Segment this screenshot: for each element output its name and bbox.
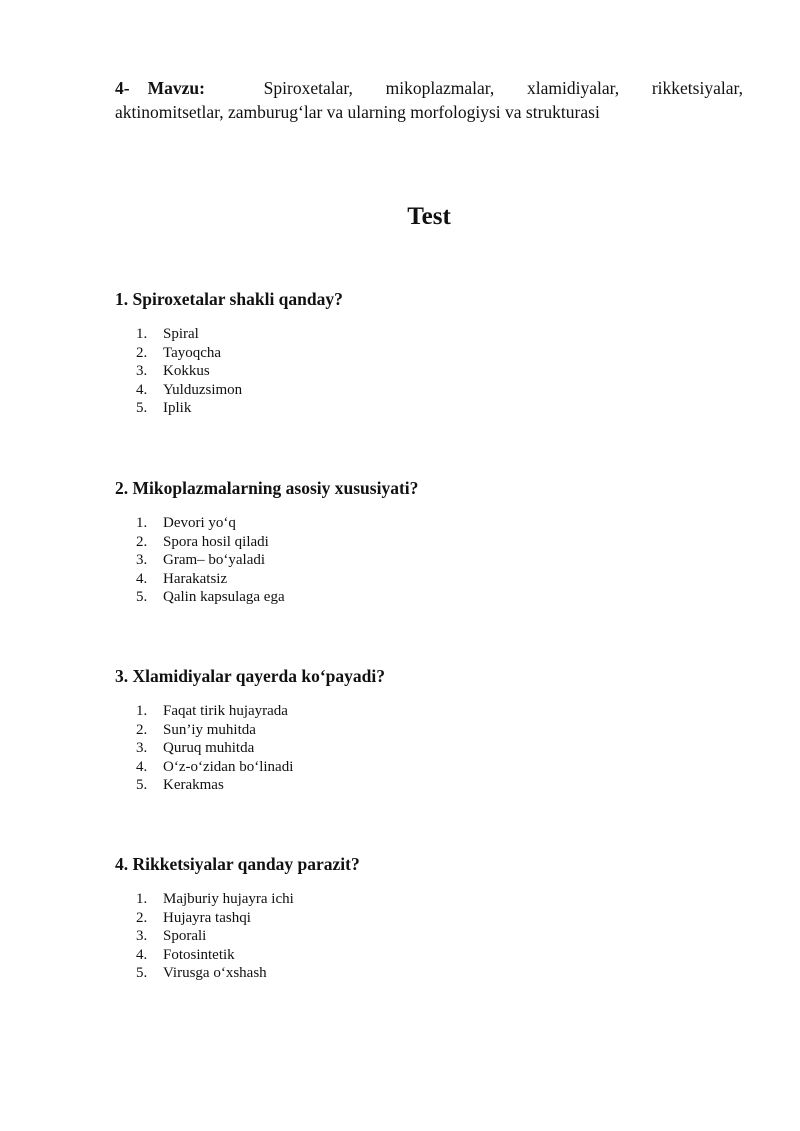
option-text: Majburiy hujayra ichi bbox=[163, 891, 294, 907]
option-item bbox=[115, 776, 755, 795]
option-item bbox=[115, 399, 755, 418]
option-text: Fotosintetik bbox=[163, 946, 235, 963]
option-number: 1. bbox=[136, 515, 148, 531]
question-title: 1. Spiroxetalar shakli qanday? bbox=[115, 289, 343, 309]
page-title: Test bbox=[407, 203, 451, 230]
option-text: Quruq muhitda bbox=[163, 740, 255, 757]
option-text: Spora hosil qiladi bbox=[163, 533, 269, 550]
question bbox=[115, 852, 755, 983]
topic-word: rikketsiyalar, bbox=[651, 78, 743, 98]
question-title: 4. Rikketsiyalar qanday parazit? bbox=[115, 854, 360, 874]
option-item bbox=[115, 890, 755, 909]
option-number: 1. bbox=[136, 703, 148, 719]
option-item bbox=[115, 721, 755, 740]
option-number: 4. bbox=[136, 381, 148, 398]
topic-label bbox=[115, 76, 205, 100]
option-item bbox=[115, 909, 755, 928]
option-text: Devori yo‘q bbox=[163, 515, 236, 531]
option-item bbox=[115, 964, 755, 983]
option-text: Yulduzsimon bbox=[163, 381, 243, 398]
option-text: Faqat tirik hujayrada bbox=[163, 703, 288, 719]
option-text: Hujayra tashqi bbox=[163, 909, 251, 926]
option-text: Spiral bbox=[163, 326, 199, 342]
question bbox=[115, 287, 755, 418]
option-item bbox=[115, 344, 755, 363]
option-number: 3. bbox=[136, 928, 148, 945]
option-number: 1. bbox=[136, 891, 148, 907]
option-item bbox=[115, 362, 755, 381]
option-number: 5. bbox=[136, 589, 148, 606]
option-text: Tayoqcha bbox=[163, 344, 222, 361]
question bbox=[115, 476, 755, 607]
topic-number: 4- bbox=[115, 78, 130, 98]
topic-word: Spiroxetalar, bbox=[263, 78, 353, 98]
option-list bbox=[115, 890, 755, 983]
option-item bbox=[115, 570, 755, 589]
option-number: 3. bbox=[136, 552, 148, 569]
option-text: Sun’iy muhitda bbox=[163, 721, 256, 738]
option-item bbox=[115, 381, 755, 400]
question bbox=[115, 664, 755, 795]
topic-heading bbox=[115, 76, 743, 124]
option-list bbox=[115, 702, 755, 795]
option-text: Harakatsiz bbox=[163, 570, 228, 587]
option-number: 5. bbox=[136, 965, 148, 982]
option-item bbox=[115, 702, 755, 721]
topic-line-2: aktinomitsetlar, zamburug‘lar va ularning morfologiysi va strukturasi bbox=[115, 102, 600, 122]
option-text: Iplik bbox=[163, 400, 192, 417]
option-item bbox=[115, 758, 755, 777]
option-item bbox=[115, 325, 755, 344]
option-item bbox=[115, 927, 755, 946]
option-text: Gram– bo‘yaladi bbox=[163, 552, 266, 569]
option-text: Kokkus bbox=[163, 363, 210, 380]
option-item bbox=[115, 588, 755, 607]
option-number: 1. bbox=[136, 326, 148, 342]
option-number: 2. bbox=[136, 533, 148, 550]
question-title: 2. Mikoplazmalarning asosiy xususiyati? bbox=[115, 478, 419, 498]
topic-word: mikoplazmalar, bbox=[385, 78, 495, 98]
option-item bbox=[115, 551, 755, 570]
option-number: 3. bbox=[136, 363, 148, 380]
topic-word: xlamidiyalar, bbox=[526, 78, 620, 98]
option-number: 2. bbox=[136, 721, 148, 738]
topic-line-1 bbox=[115, 76, 743, 100]
option-text: Qalin kapsulaga ega bbox=[163, 589, 285, 606]
option-number: 4. bbox=[136, 758, 148, 775]
option-list bbox=[115, 325, 755, 418]
option-number: 3. bbox=[136, 740, 148, 757]
option-text: O‘z-o‘zidan bo‘linadi bbox=[163, 758, 294, 775]
option-text: Virusga o‘xshash bbox=[163, 965, 267, 982]
option-number: 2. bbox=[136, 344, 148, 361]
option-text: Kerakmas bbox=[163, 777, 224, 794]
topic-label-text: Mavzu: bbox=[147, 78, 205, 98]
option-number: 4. bbox=[136, 946, 148, 963]
option-item bbox=[115, 946, 755, 965]
option-number: 4. bbox=[136, 570, 148, 587]
option-number: 2. bbox=[136, 909, 148, 926]
option-text: Sporali bbox=[163, 928, 207, 945]
option-item bbox=[115, 739, 755, 758]
option-list bbox=[115, 514, 755, 607]
option-item bbox=[115, 514, 755, 533]
option-number: 5. bbox=[136, 400, 148, 417]
option-item bbox=[115, 533, 755, 552]
option-number: 5. bbox=[136, 777, 148, 794]
question-title: 3. Xlamidiyalar qayerda ko‘payadi? bbox=[115, 666, 385, 686]
